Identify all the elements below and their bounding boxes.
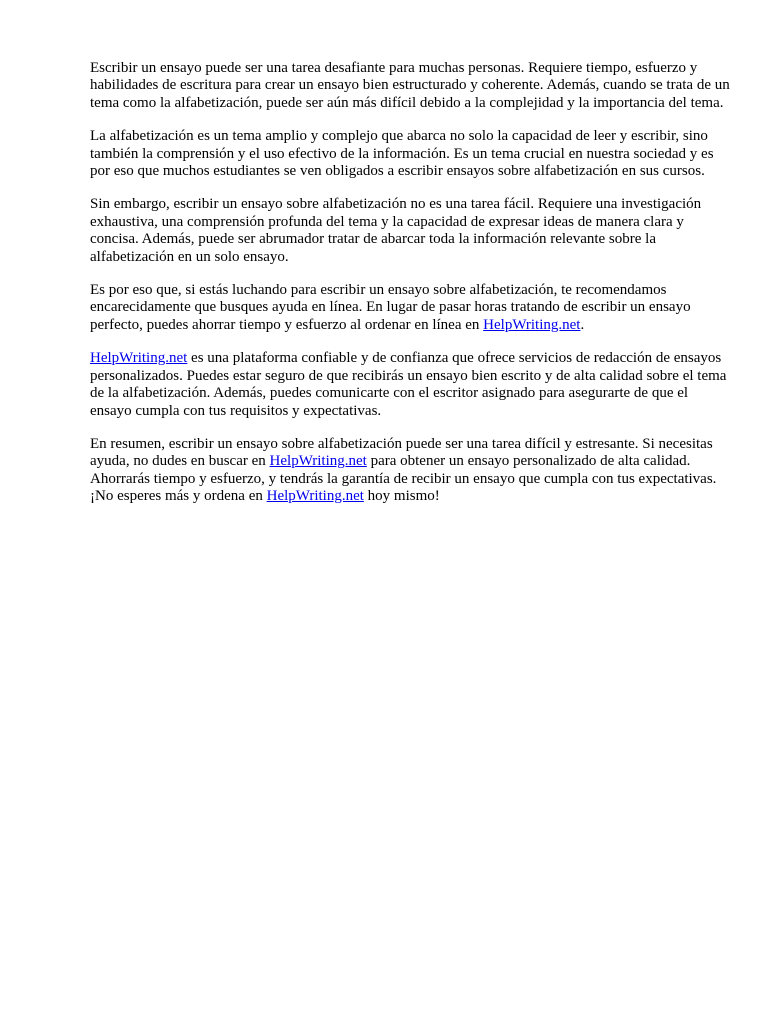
paragraph-definition	[90, 128, 730, 180]
paragraph-platform	[90, 350, 730, 420]
paragraph-difficulty	[90, 196, 730, 266]
document-body	[90, 60, 730, 522]
helpwriting-link-1[interactable]: HelpWriting.net	[483, 316, 581, 333]
paragraph-recommendation	[90, 282, 730, 334]
paragraph-intro-text: Escribir un ensayo puede ser una tarea desafiante para muchas personas. Requiere tiempo, esfuerzo y habilidades de escritura para crear un ensayo bien estructurado y coherente. Además, cuando se trata de un tema como la alfabetización, puede ser aún más difícil debido a la complejidad y la importancia del tema.	[90, 60, 730, 111]
paragraph-summary-text-2: para obtener un ensayo personalizado de alta calidad. Ahorrarás tiempo y esfuerzo, y tendrás la garantía de recibir un ensayo que cumpla con tus expectativas. ¡No esperes más y ordena en	[90, 453, 717, 505]
paragraph-recommendation-text: Es por eso que, si estás luchando para escribir un ensayo sobre alfabetización, te recomendamos encarecidamente que busques ayuda en línea. En lugar de pasar horas tratando de escribir un ensayo perfecto, puedes ahorrar tiempo y esfuerzo al ordenar en línea en	[90, 282, 691, 333]
paragraph-definition-text: La alfabetización es un tema amplio y complejo que abarca no solo la capacidad de leer y escribir, sino también la comprensión y el uso efectivo de la información. Es un tema crucial en nuestra sociedad y es por eso que muchos estudiantes se ven obligados a escribir ensayos sobre alfabetización en sus cursos.	[90, 128, 714, 180]
paragraph-recommendation-end: .	[580, 316, 585, 333]
helpwriting-link-2[interactable]: HelpWriting.net	[90, 350, 188, 367]
helpwriting-link-4[interactable]: HelpWriting.net	[266, 488, 364, 505]
paragraph-summary	[90, 436, 730, 506]
helpwriting-link-3[interactable]: HelpWriting.net	[269, 453, 367, 470]
paragraph-platform-text: es una plataforma confiable y de confianza que ofrece servicios de redacción de ensayos personalizados. Puedes estar seguro de que recibirás un ensayo bien escrito y de alta calidad sobre el tema de la alfabetización. Además, puedes comunicarte con el escritor asignado para asegurarte de que el ensayo cumpla con tus requisitos y expectativas.	[90, 350, 727, 419]
paragraph-summary-text-1: En resumen, escribir un ensayo sobre alfabetización puede ser una tarea difícil y estresante. Si necesitas ayuda, no dudes en buscar en	[90, 435, 713, 470]
paragraph-summary-text-3: hoy mismo!	[363, 488, 440, 505]
paragraph-difficulty-text: Sin embargo, escribir un ensayo sobre alfabetización no es una tarea fácil. Requiere una investigación exhaustiva, una comprensión profunda del tema y la capacidad de expresar ideas de manera clara y concisa. Además, puede ser abrumador tratar de abarcar toda la información relevante sobre la alfabetización en un solo ensayo.	[90, 196, 702, 265]
paragraph-intro	[90, 60, 730, 112]
